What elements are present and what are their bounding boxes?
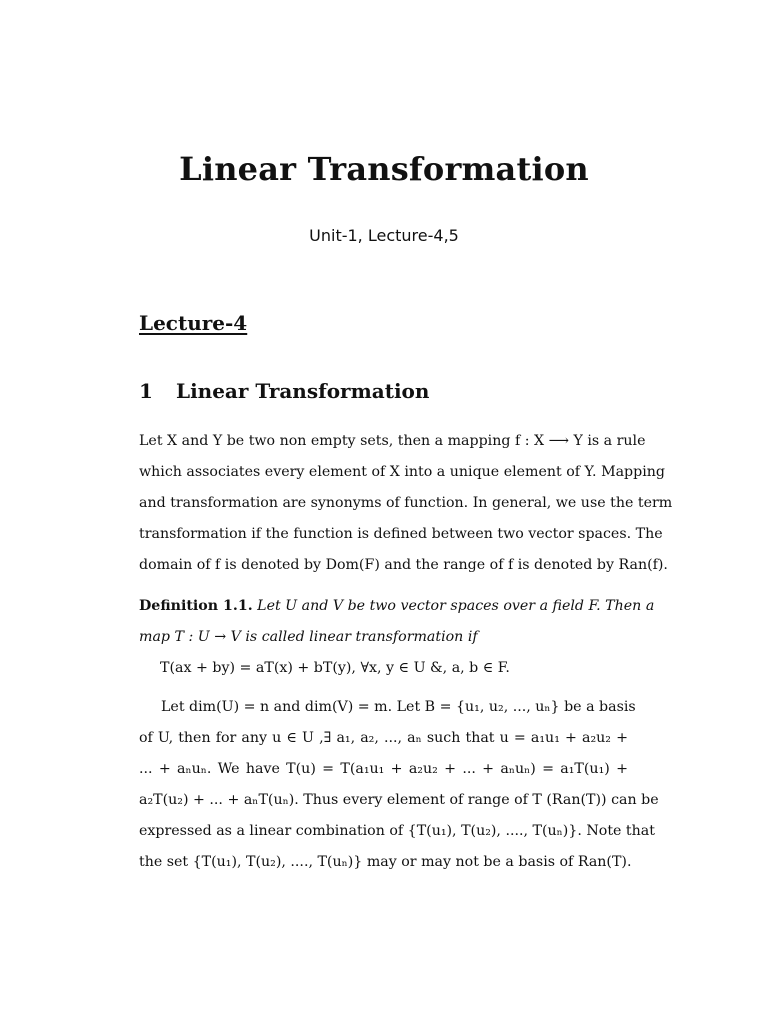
paragraph-basis bbox=[139, 692, 659, 878]
paragraph-line: Let X and Y be two non empty sets, then a mapping f : X ⟶ Y is a rule bbox=[139, 433, 646, 449]
section-number: 1 bbox=[139, 379, 153, 403]
lecture-heading: Lecture-4 bbox=[139, 311, 248, 335]
definition-line bbox=[139, 591, 655, 622]
document-subtitle: Unit-1, Lecture-4,5 bbox=[309, 226, 459, 245]
definition-text: map T : U → V is called linear transformation if bbox=[139, 629, 478, 645]
paragraph-line: of U, then for any u ∈ U ,∃ a₁, a₂, ..., aₙ such that u = a₁u₁ + a₂u₂ + bbox=[139, 730, 628, 746]
paragraph-line: ... + aₙuₙ. We have T(u) = T(a₁u₁ + a₂u₂ + ... + aₙuₙ) = a₁T(u₁) + bbox=[139, 761, 628, 777]
paragraph-line: domain of f is denoted by Dom(F) and the range of f is denoted by Ran(f). bbox=[139, 557, 668, 573]
paragraph-line: and transformation are synonyms of function. In general, we use the term bbox=[139, 495, 673, 511]
section-title: Linear Transformation bbox=[176, 379, 430, 403]
paragraph-line: the set {T(u₁), T(u₂), ...., T(uₙ)} may or may not be a basis of Ran(T). bbox=[139, 854, 632, 870]
paragraph-intro bbox=[139, 426, 673, 581]
definition-label: Definition 1.1. bbox=[139, 598, 253, 614]
paragraph-line: Let dim(U) = n and dim(V) = m. Let B = {u₁, u₂, ..., uₙ} be a basis bbox=[161, 699, 636, 715]
definition-equation: T(ax + by) = aT(x) + bT(y), ∀x, y ∈ U &, a, b ∈ F. bbox=[160, 660, 510, 676]
document-title: Linear Transformation bbox=[179, 150, 589, 188]
paragraph-line: expressed as a linear combination of {T(u₁), T(u₂), ...., T(uₙ)}. Note that bbox=[139, 823, 655, 839]
paragraph-line: which associates every element of X into a unique element of Y. Mapping bbox=[139, 464, 665, 480]
section-heading bbox=[139, 379, 429, 403]
paragraph-line: transformation if the function is defined between two vector spaces. The bbox=[139, 526, 663, 542]
definition-text: Let U and V be two vector spaces over a field F. Then a bbox=[257, 598, 655, 614]
paragraph-line: a₂T(u₂) + ... + aₙT(uₙ). Thus every element of range of T (Ran(T)) can be bbox=[139, 792, 659, 808]
definition-block bbox=[139, 591, 655, 653]
